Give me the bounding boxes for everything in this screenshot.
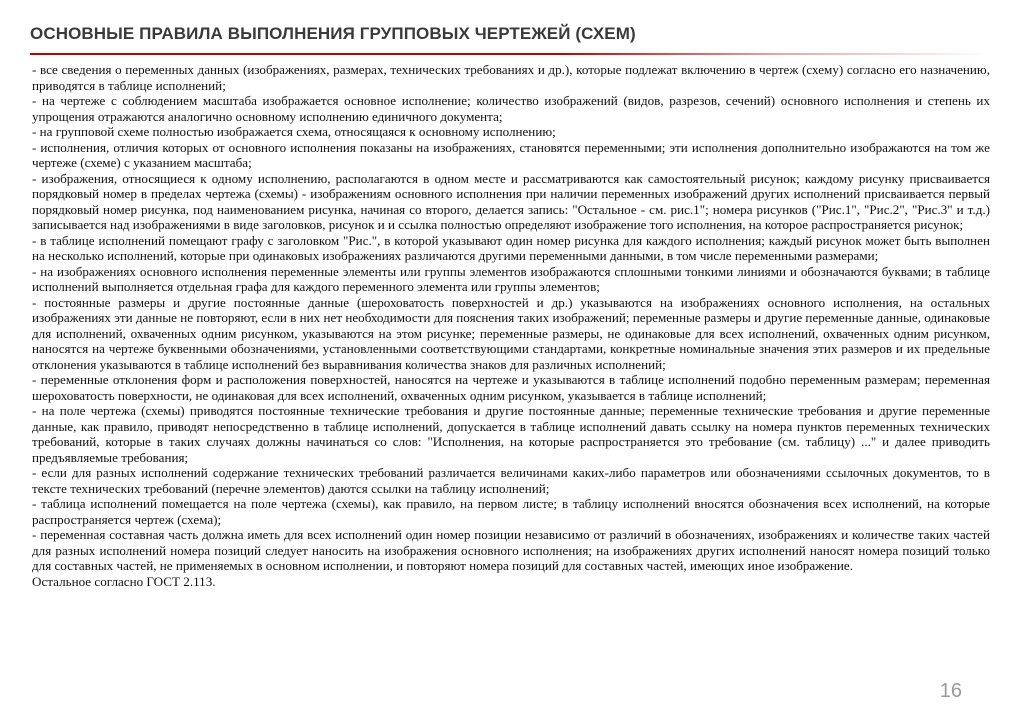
rule-paragraph: - на групповой схеме полностью изображается схема, относящаяся к основному исполнению;	[32, 124, 556, 139]
rule-paragraph: - таблица исполнений помещается на поле чертежа (схемы), как правило, на первом листе; в таблицу исполнений вносятся обозначения всех исполнений, на которые распространяется чертеж (схема);	[32, 496, 990, 527]
rule-paragraph: - в таблице исполнений помещают графу с заголовком "Рис.", в которой указывают один номер рисунка для каждого исполнения; каждый рисунок может быть выполнен на несколько исполнений, которые при одинаковых изображениях различаются другими переменными данными, в том числе переменными размерами;	[32, 232, 990, 263]
page-number: 16	[939, 680, 962, 702]
rule-paragraph: - если для разных исполнений содержание технических требований различается величинами каких-либо параметров или обозначениями ссылочных документов, то в тексте технических требований (перечне элементов) даются ссылки на таблицу исполнений;	[32, 465, 990, 496]
rule-paragraph: - все сведения о переменных данных (изображениях, размерах, технических требованиях и др.), которые подлежат включению в чертеж (схему) согласно его назначению, приводятся в таблице исполнений;	[32, 62, 990, 93]
rule-paragraph: - на изображениях основного исполнения переменные элементы или группы элементов изображаются сплошными тонкими линиями и обозначаются буквами; в таблице исполнений выполняется отдельная графа для каждого переменного элемента или группы элементов;	[32, 263, 990, 294]
rule-paragraph: - постоянные размеры и другие постоянные данные (шероховатость поверхностей и др.) указываются на изображениях основного исполнения, на остальных изображениях эти данные не повторяют, если в них нет необходимости для пояснения таких изображений; переменные размеры и другие переменные данные, одинаковые для исполнений, охваченных одним рисунком, указываются на этом рисунке; переменные размеры, не одинаковые для всех исполнений, охваченных одним рисунком, наносятся на чертеже буквенными обозначениями, установленными соответствующими стандартами, конкретные номинальные значения этих размеров и их предельные отклонения указываются в таблице исполнений без выравнивания количества знаков для различных исполнений;	[32, 294, 990, 372]
page-title: ОСНОВНЫЕ ПРАВИЛА ВЫПОЛНЕНИЯ ГРУППОВЫХ ЧЕРТЕЖЕЙ (СХЕМ)	[30, 24, 636, 43]
rule-paragraph: - переменные отклонения форм и расположения поверхностей, наносятся на чертеже и указываются в таблице исполнений подобно переменным размерам; переменная шероховатость поверхности, не одинаковая для всех исполнений, охваченных одним рисунком, указывается в таблице исполнений;	[32, 372, 990, 403]
rule-paragraph: - на чертеже с соблюдением масштаба изображается основное исполнение; количество изображений (видов, разрезов, сечений) основного исполнения и степень их упрощения отражаются аналогично основному исполнению единичного документа;	[32, 93, 990, 124]
rule-paragraph: - переменная составная часть должна иметь для всех исполнений один номер позиции независимо от различий в обозначениях, изображениях и количестве таких частей для разных исполнений номера позиций следует наносить на изображения основного исполнения; на изображениях других исполнений наносят номера позиций только для составных частей, не применяемых в основном исполнении, и повторяют номера позиций для составных частей, имеющих иное изображение.	[32, 527, 990, 573]
rule-paragraph: - изображения, относящиеся к одному исполнению, располагаются в одном месте и рассматриваются как самостоятельный рисунок; каждому рисунку присваивается порядковый номер в пределах чертежа (схемы) - изображениям основного исполнения при наличии переменных изображений других исполнений присваивается первый порядковый номер рисунка, под наименованием рисунка, начиная со второго, делается запись: "Остальное - см. рис.1"; номера рисунков ("Рис.1", "Рис.2", "Рис.3" и т.д.) записывается над изображениями в виде заголовков, рисунок и и ссылка полностью определяют изображение того исполнения, на которое распространяется рисунок;	[32, 170, 990, 232]
rule-paragraph: - на поле чертежа (схемы) приводятся постоянные технические требования и другие постоянные данные; переменные технические требования и другие переменные данные, как правило, приводят непосредственно в таблице исполнений, допускается в таблице исполнений давать ссылку на номера пунктов переменных технических требований, которые в таких случаях должны начинаться со слов: "Исполнения, на которые распространяется это требование (см. таблицу) ..." и далее приводить предъявляемые требования;	[32, 403, 990, 465]
rules-text-block	[32, 62, 990, 589]
rule-paragraph: - исполнения, отличия которых от основного исполнения показаны на изображениях, становятся переменными; эти исполнения дополнительно изображаются на том же чертеже (схеме) с указанием масштаба;	[32, 139, 990, 170]
title-underline	[30, 53, 992, 55]
closing-note: Остальное согласно ГОСТ 2.113.	[32, 573, 216, 589]
